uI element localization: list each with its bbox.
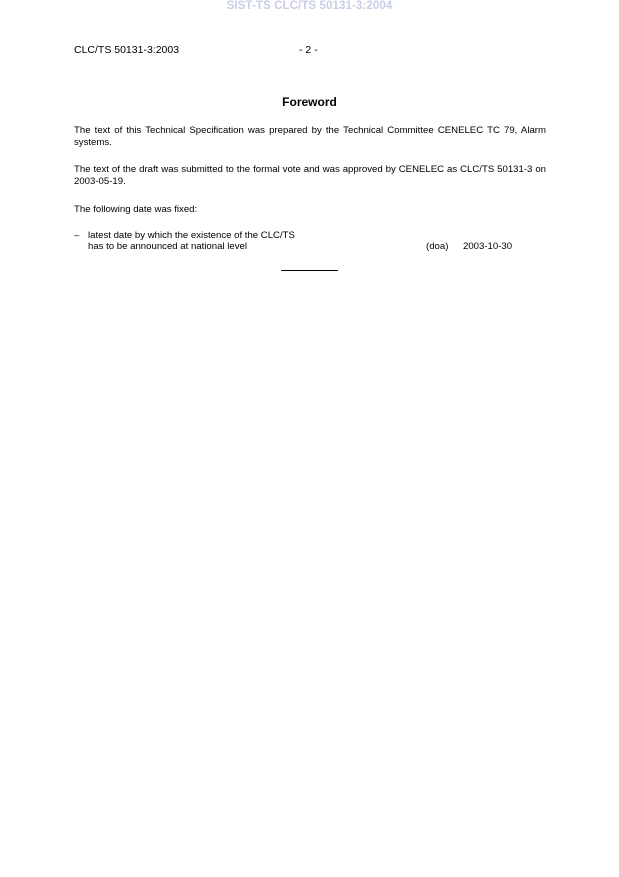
list-item-text-line2: has to be announced at national level bbox=[88, 241, 247, 252]
section-title: Foreword bbox=[282, 95, 337, 109]
list-item-date: 2003-10-30 bbox=[463, 241, 513, 252]
header-page-number: - 2 - bbox=[299, 44, 318, 56]
list-dash: – bbox=[74, 230, 80, 241]
watermark: SIST-TS CLC/TS 50131-3:2004 bbox=[226, 0, 393, 12]
paragraph-preparation: The text of this Technical Specification was prepared by the Technical Committee CENELEC TC 79, Alarm systems. bbox=[74, 125, 546, 148]
paragraph-date-intro: The following date was fixed: bbox=[74, 204, 198, 215]
list-item-abbreviation: (doa) bbox=[426, 241, 449, 252]
end-rule bbox=[281, 270, 338, 271]
header-document-id: CLC/TS 50131-3:2003 bbox=[74, 44, 180, 56]
paragraph-approval: The text of the draft was submitted to the formal vote and was approved by CENELEC as CLC/TS 50131-3 on 2003-05-19. bbox=[74, 164, 546, 187]
list-item-text-line1: latest date by which the existence of the CLC/TS bbox=[88, 230, 295, 241]
